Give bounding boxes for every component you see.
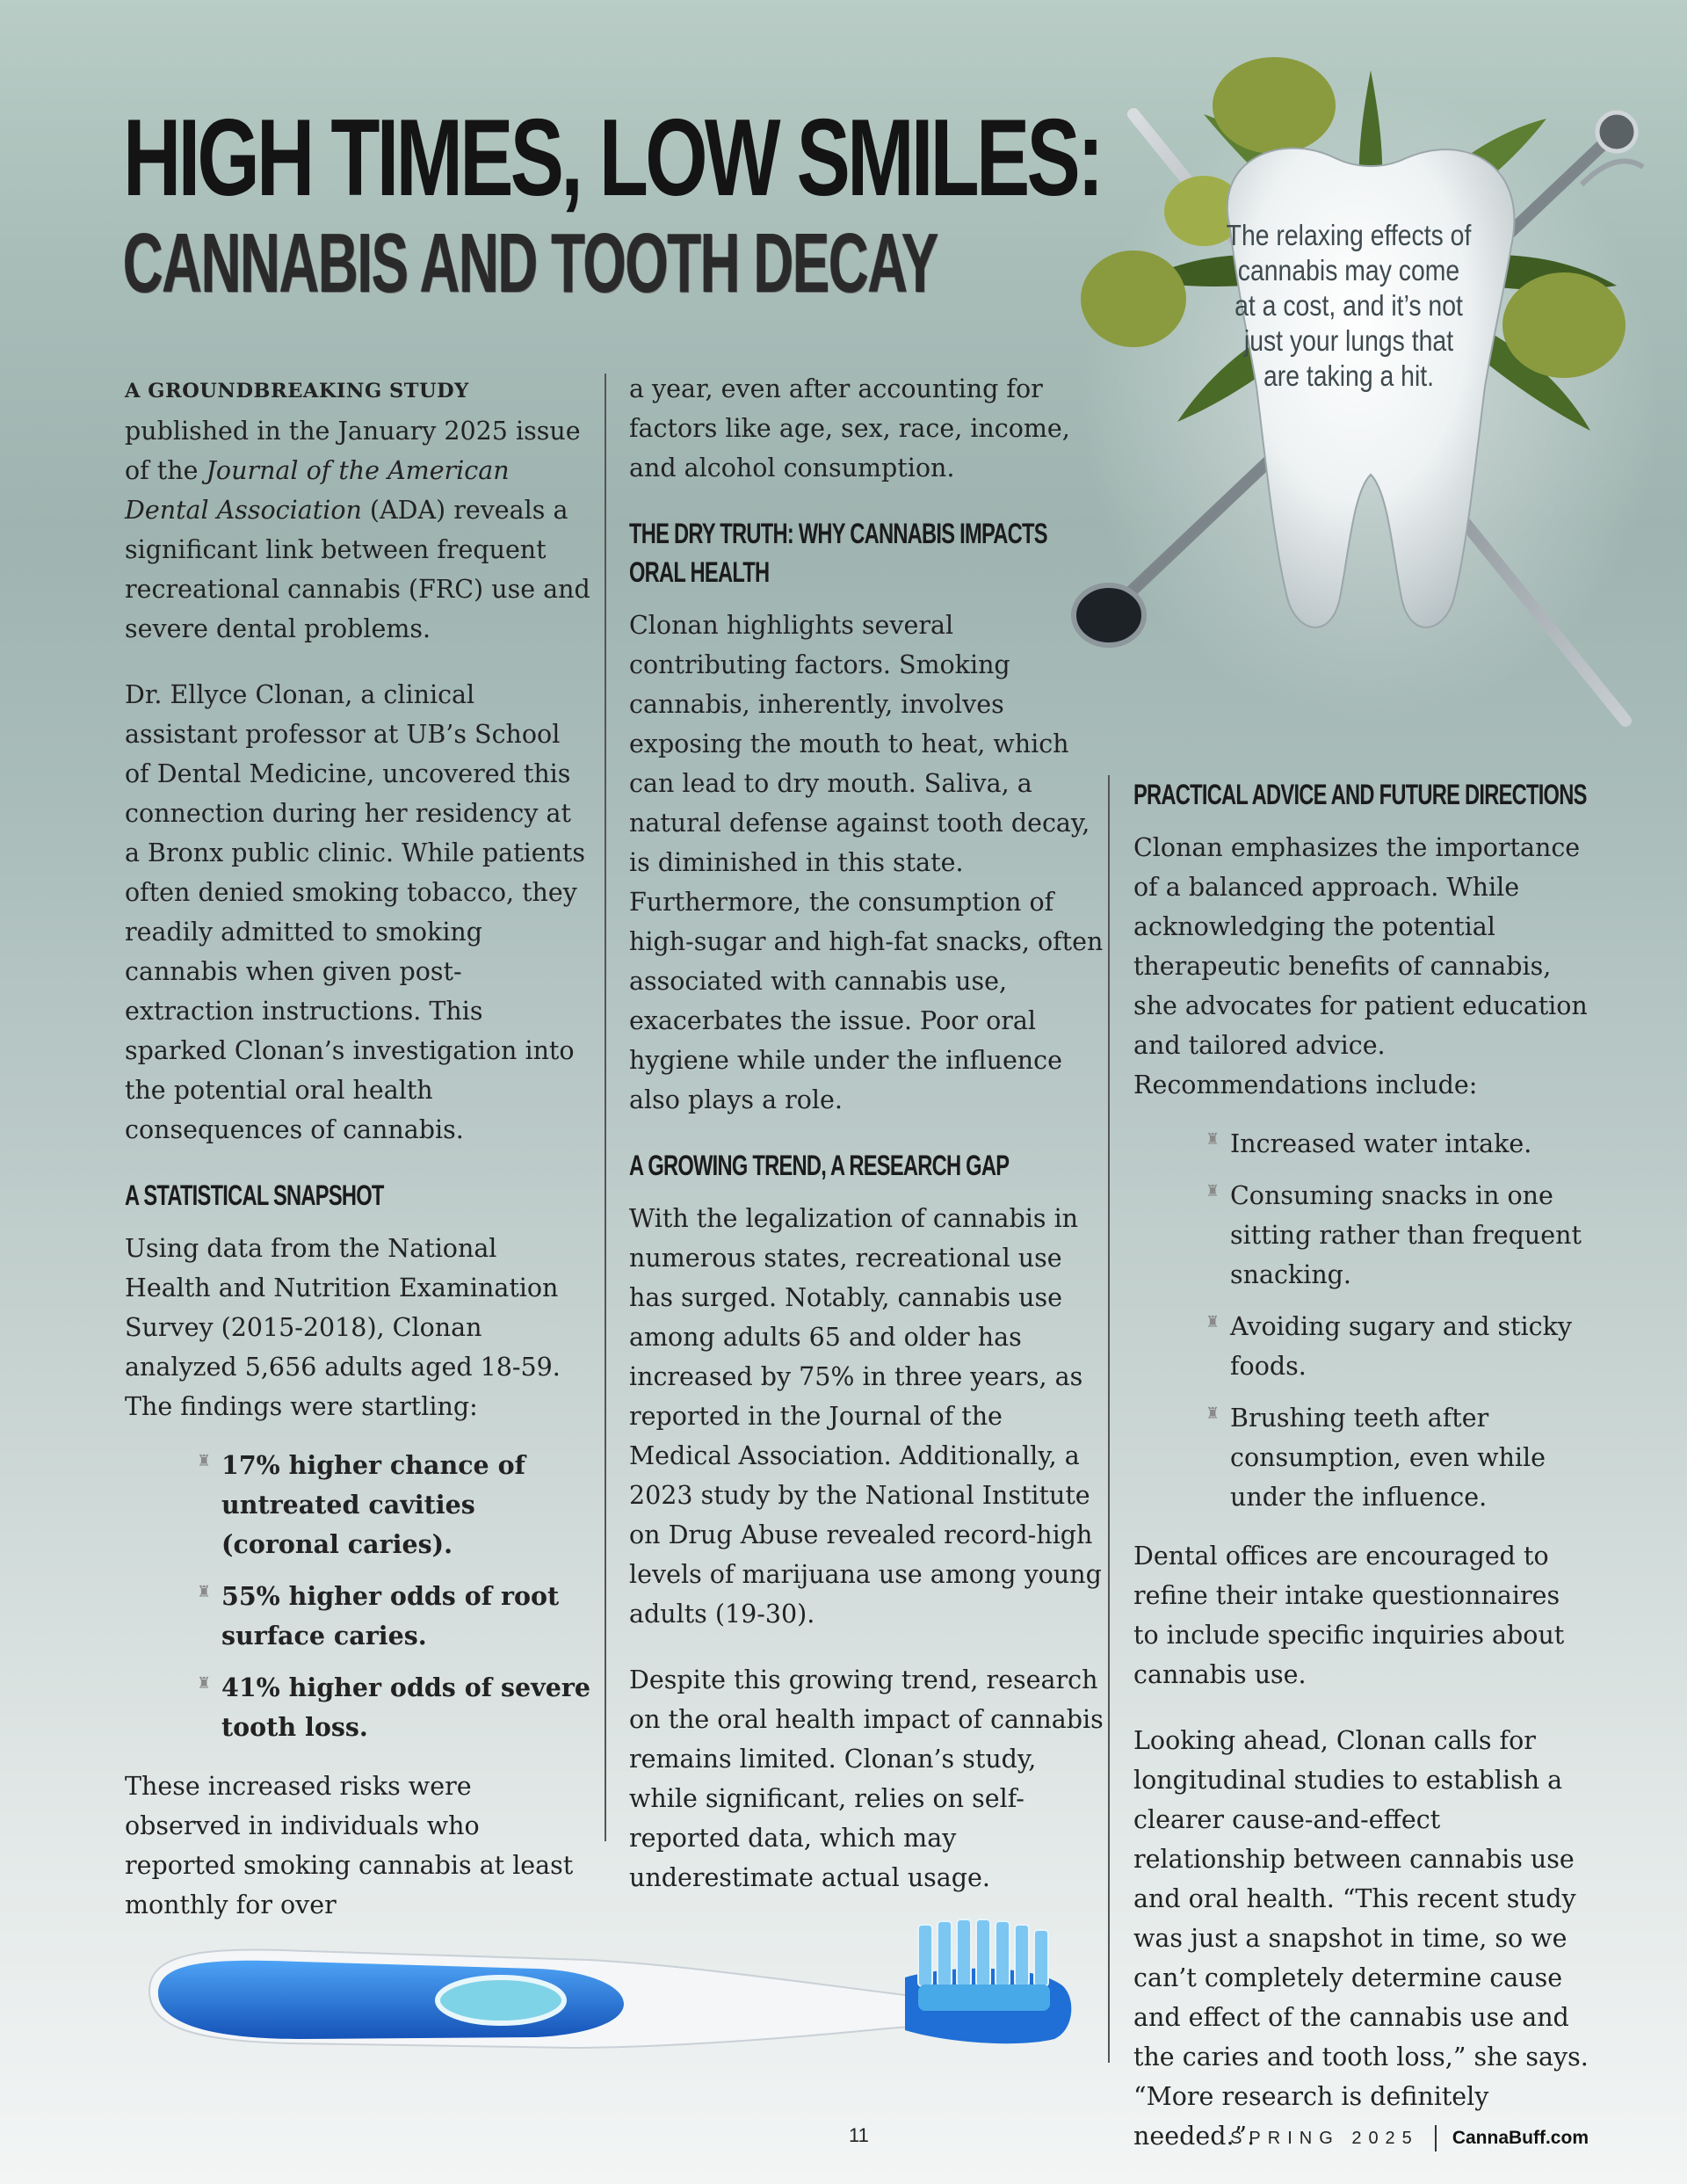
headline-line-2: CANNABIS AND TOOTH DECAY — [123, 216, 938, 310]
tooth-bullet-icon: ♜ — [1206, 1313, 1220, 1331]
toothbrush-thumb-pad — [438, 1977, 564, 2023]
recommendations-list — [1133, 1124, 1590, 1517]
tooth-bullet-icon: ♜ — [197, 1452, 212, 1470]
recommendation-item — [1206, 1398, 1590, 1517]
tooth-bullet-icon: ♜ — [197, 1583, 212, 1601]
heading-statistical-snapshot: A STATISTICAL SNAPSHOT — [125, 1179, 384, 1211]
recommendation-text: Brushing teeth after consumption, even while under the influence. — [1230, 1404, 1546, 1512]
column-3 — [1133, 775, 1590, 2182]
intro-paragraph — [125, 369, 590, 649]
dental-offices-paragraph: Dental offices are encouraged to refine their intake questionnaires to include specific inquiries about cannabis use. — [1133, 1542, 1565, 1689]
finding-item — [197, 1668, 590, 1747]
continuation-paragraph: a year, even after accounting for factors like age, sex, race, income, and alcohol consumption. — [629, 374, 1070, 483]
finding-text: 41% higher odds of severe tooth loss. — [221, 1672, 590, 1742]
toothbrush-illustration — [132, 1916, 1090, 2065]
intro-text-a: published in the January 2025 issue of the — [125, 417, 581, 485]
issue-label: SPRING 2025 — [1230, 2128, 1419, 2148]
column-2 — [629, 369, 1104, 1924]
heading-practical-advice: PRACTICAL ADVICE AND FUTURE DIRECTIONS — [1133, 779, 1587, 810]
advice-intro-paragraph: Clonan emphasizes the importance of a balanced approach. While acknowledging the potential therapeutic benefits of cannabis, she advocates for patient education and tailored advice. Recommendations include: — [1133, 833, 1588, 1099]
intro-lead-in: A GROUNDBREAKING STUDY — [125, 380, 469, 403]
toothbrush-bristles — [918, 1919, 1048, 1986]
website-link[interactable]: CannaBuff.com — [1452, 2128, 1589, 2148]
finding-text: 17% higher chance of untreated cavities (coronal caries). — [221, 1450, 525, 1559]
tooth-bullet-icon: ♜ — [1206, 1182, 1220, 1201]
findings-list — [125, 1446, 590, 1747]
page-number: 11 — [849, 2124, 869, 2146]
trend-paragraph: With the legalization of cannabis in numerous states, recreational use has surged. Notably, cannabis use among adults 65 and older has increased by 75% in three years, as reported in the Journal of the Medical Association. Additionally, a 2023 study by the National Institute on Drug Abuse revealed record-high levels of marijuana use among young adults (19-30). — [629, 1204, 1102, 1629]
tooth-bullet-icon: ♜ — [1206, 1404, 1220, 1423]
column-divider — [1108, 775, 1110, 2063]
recommendation-text: Increased water intake. — [1230, 1129, 1532, 1158]
tooth-bullet-icon: ♜ — [1206, 1130, 1220, 1149]
research-gap-paragraph: Despite this growing trend, research on the oral health impact of cannabis remains limited. Clonan’s study, while significant, relies on self-reported data, which may underestimate actual usage. — [629, 1665, 1104, 1892]
recommendation-item — [1206, 1124, 1590, 1164]
toothbrush-bristle-base — [918, 1984, 1050, 2011]
finding-item — [197, 1577, 590, 1656]
future-research-paragraph: Looking ahead, Clonan calls for longitudinal studies to establish a clearer cause-and-effect relationship between cannabis use and oral health. “This recent study was just a snapshot in time, so we can’t completely determine cause and effect of the cannabis use and the caries and tooth loss,” she says. “More research is definitely needed.”. — [1133, 1726, 1589, 2151]
tooth-bullet-icon: ♜ — [197, 1674, 212, 1693]
finding-text: 55% higher odds of root surface caries. — [221, 1581, 560, 1651]
heading-growing-trend: A GROWING TREND, A RESEARCH GAP — [629, 1150, 1010, 1181]
background-paragraph: Dr. Ellyce Clonan, a clinical assistant professor at UB’s School of Dental Medicine, uncovered this connection during her residency at a Bronx public clinic. While patients often denied smoking tobacco, they readily admitted to smoking cannabis when given post-extraction instructions. This sparked Clonan’s investigation into the potential oral health consequences of cannabis. — [125, 680, 586, 1144]
column-1 — [125, 369, 590, 1951]
factors-paragraph: Clonan highlights several contributing factors. Smoking cannabis, inherently, involves exposing the mouth to heat, which can lead to dry mouth. Saliva, a natural defense against tooth decay, is diminished in this state. Furthermore, the consumption of high-sugar and high-fat snacks, often associated with cannabis use, exacerbates the issue. Poor oral hygiene while under the influence also plays a role. — [629, 611, 1104, 1114]
recommendation-text: Consuming snacks in one sitting rather than frequent snacking. — [1230, 1181, 1582, 1289]
headline-line-1: HIGH TIMES, LOW SMILES: — [123, 98, 1101, 219]
hero-tooth-illustration — [1054, 35, 1687, 765]
finding-item — [197, 1446, 590, 1564]
intro-text-b: (ADA) reveals a significant link between frequent recreational cannabis (FRC) use and severe dental problems. — [125, 496, 590, 643]
methods-paragraph: Using data from the National Health and Nutrition Examination Survey (2015-2018), Clonan analyzed 5,656 adults aged 18-59. The findings were startling: — [125, 1234, 561, 1421]
pull-quote: The relaxing effects of cannabis may come at a cost, and it’s not just your lungs that are taking a hit. — [1226, 219, 1472, 392]
journal-title: Journal of the American Dental Association — [125, 456, 510, 525]
recommendation-text: Avoiding sugary and sticky foods. — [1230, 1312, 1572, 1381]
footer-divider — [1435, 2125, 1437, 2151]
footer — [1230, 2125, 1589, 2151]
heading-dry-truth: THE DRY TRUTH: WHY CANNABIS IMPACTS ORAL HEALTH — [629, 518, 1047, 588]
column-divider — [605, 374, 606, 1841]
headline — [123, 97, 1101, 310]
risk-paragraph: These increased risks were observed in individuals who reported smoking cannabis at least monthly for over — [125, 1772, 574, 1919]
recommendation-item — [1206, 1307, 1590, 1386]
recommendation-item — [1206, 1176, 1590, 1295]
